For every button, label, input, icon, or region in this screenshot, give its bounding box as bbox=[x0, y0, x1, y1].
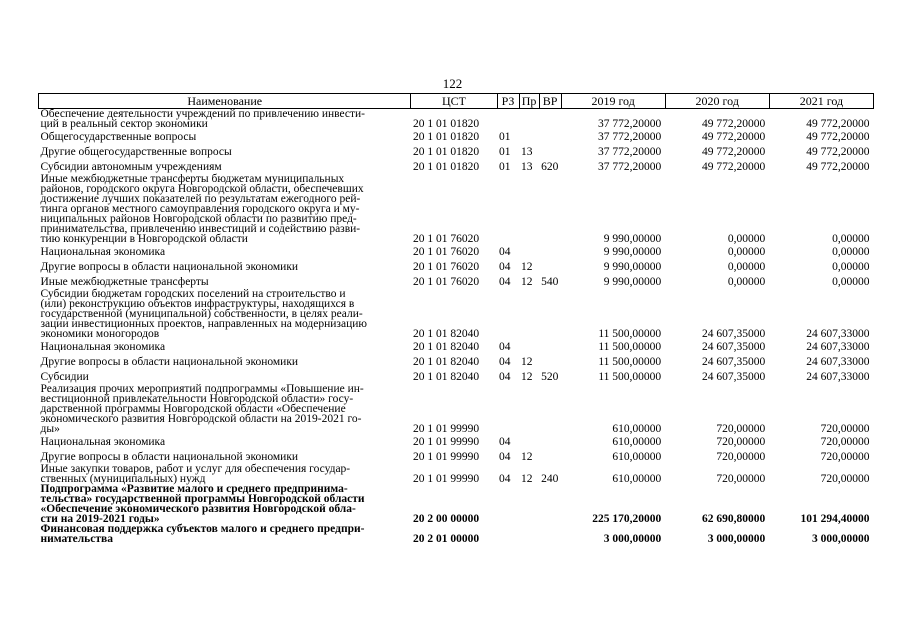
row-y2021: 0,00000 bbox=[832, 260, 870, 273]
table-row bbox=[39, 449, 874, 464]
row-y2021: 0,00000 bbox=[832, 233, 870, 245]
row-y2019: 37 772,20000 bbox=[597, 118, 662, 130]
row-y2021: 49 772,20000 bbox=[806, 145, 870, 158]
row-vr bbox=[539, 484, 561, 524]
row-name-line: Иные межбюджетные трансферты бюджетам муниципальных bbox=[40, 173, 345, 185]
row-name-line: Другие общегосударственные вопросы bbox=[40, 145, 232, 158]
row-cst: 20 1 01 99990 bbox=[412, 450, 480, 463]
row-pr bbox=[519, 434, 539, 449]
row-pr: 12 bbox=[521, 275, 533, 288]
row-y2021: 720,00000 bbox=[820, 423, 870, 435]
row-rz: 04 bbox=[499, 370, 511, 383]
row-pr bbox=[519, 174, 539, 244]
row-y2020: 0,00000 bbox=[727, 233, 766, 245]
row-name-line: Другие вопросы в области национальной экономики bbox=[40, 450, 299, 463]
row-cst: 20 1 01 82040 bbox=[412, 328, 480, 340]
row-name-line: ды» bbox=[40, 423, 60, 435]
row-y2020: 49 772,20000 bbox=[702, 130, 766, 143]
row-y2021: 24 607,33000 bbox=[806, 328, 870, 340]
row-pr bbox=[519, 129, 539, 144]
row-y2020: 24 607,35000 bbox=[702, 328, 766, 340]
row-name bbox=[39, 259, 411, 274]
row-pr bbox=[519, 109, 539, 130]
row-rz bbox=[497, 384, 519, 434]
row-vr bbox=[539, 524, 561, 544]
row-name-line: Субсидии бюджетам городских поселений на строительство и bbox=[40, 288, 346, 300]
row-y2019: 225 170,20000 bbox=[592, 513, 662, 525]
row-name-line: ниципальных районов Новгородской области по развитию пред- bbox=[40, 213, 357, 225]
row-name-line: государственной (муниципальной) собственности, в целях реали- bbox=[40, 308, 363, 320]
row-y2020: 720,00000 bbox=[716, 450, 766, 463]
row-y2021: 0,00000 bbox=[832, 245, 870, 258]
row-name-line: тинга органов местного самоуправления городского округа и му- bbox=[40, 203, 360, 215]
header-2019: 2019 год bbox=[561, 94, 665, 109]
row-y2019: 37 772,20000 bbox=[597, 145, 662, 158]
row-rz bbox=[497, 524, 519, 544]
row-vr bbox=[539, 129, 561, 144]
row-pr: 12 bbox=[521, 473, 533, 485]
row-name bbox=[39, 464, 411, 484]
row-cst: 20 1 01 01820 bbox=[412, 160, 480, 173]
row-name-line: ций в реальный сектор экономики bbox=[40, 118, 208, 130]
row-y2019: 37 772,20000 bbox=[597, 160, 662, 173]
table-row bbox=[39, 354, 874, 369]
row-name bbox=[39, 434, 411, 449]
header-cst: ЦСТ bbox=[411, 94, 497, 109]
row-y2021: 720,00000 bbox=[820, 450, 870, 463]
row-name bbox=[39, 144, 411, 159]
row-name-line: экономики моногородов bbox=[40, 328, 160, 340]
row-vr bbox=[539, 339, 561, 354]
row-pr: 13 bbox=[521, 145, 533, 158]
row-name-line: Обеспечение деятельности учреждений по привлечению инвести- bbox=[40, 108, 365, 120]
row-y2021: 49 772,20000 bbox=[806, 160, 870, 173]
row-rz: 04 bbox=[499, 245, 511, 258]
header-2020: 2020 год bbox=[665, 94, 769, 109]
row-name bbox=[39, 174, 411, 244]
row-rz: 01 bbox=[499, 145, 511, 158]
row-rz: 01 bbox=[499, 130, 511, 143]
row-name-line: Финансовая поддержка субъектов малого и среднего предпри- bbox=[40, 523, 365, 535]
row-y2020: 24 607,35000 bbox=[702, 355, 766, 368]
row-cst: 20 1 01 01820 bbox=[412, 145, 480, 158]
row-y2020: 3 000,00000 bbox=[707, 533, 766, 545]
table-row bbox=[39, 274, 874, 289]
row-name-line: дарственной программы Новгородской области «Обеспечение bbox=[40, 403, 346, 415]
row-name bbox=[39, 274, 411, 289]
row-name-line: Иные закупки товаров, работ и услуг для обеспечения государ- bbox=[40, 463, 351, 475]
row-rz bbox=[497, 484, 519, 524]
table-row bbox=[39, 369, 874, 384]
row-y2020: 49 772,20000 bbox=[702, 145, 766, 158]
row-name-line: «Обеспечение экономического развития Новгородской обла- bbox=[40, 503, 356, 515]
row-vr bbox=[539, 259, 561, 274]
row-name-line: Национальная экономика bbox=[40, 340, 166, 353]
row-rz bbox=[497, 289, 519, 339]
row-y2020: 720,00000 bbox=[716, 423, 766, 435]
row-cst: 20 1 01 01820 bbox=[412, 130, 480, 143]
row-rz: 01 bbox=[499, 160, 511, 173]
row-rz bbox=[497, 109, 519, 130]
table-row bbox=[39, 259, 874, 274]
row-pr bbox=[519, 524, 539, 544]
table-row bbox=[39, 524, 874, 544]
row-name bbox=[39, 524, 411, 544]
row-name-line: Национальная экономика bbox=[40, 245, 166, 258]
header-rz: РЗ bbox=[497, 94, 519, 109]
header-vr: ВР bbox=[539, 94, 561, 109]
row-pr bbox=[519, 289, 539, 339]
row-y2021: 49 772,20000 bbox=[806, 130, 870, 143]
row-name-line: сти на 2019-2021 годы» bbox=[40, 513, 160, 525]
row-y2020: 0,00000 bbox=[727, 245, 766, 258]
row-name-line: (или) реконструкцию объектов инфраструктуры, находящихся в bbox=[40, 298, 355, 310]
row-y2021: 24 607,33000 bbox=[806, 355, 870, 368]
row-y2020: 720,00000 bbox=[716, 435, 766, 448]
row-rz: 04 bbox=[499, 275, 511, 288]
row-vr bbox=[539, 434, 561, 449]
row-cst: 20 1 01 01820 bbox=[412, 118, 480, 130]
row-name bbox=[39, 339, 411, 354]
row-pr: 12 bbox=[521, 355, 533, 368]
table-row bbox=[39, 144, 874, 159]
row-rz: 04 bbox=[499, 355, 511, 368]
row-pr bbox=[519, 244, 539, 259]
row-y2020: 0,00000 bbox=[727, 275, 766, 288]
row-cst: 20 1 01 76020 bbox=[412, 260, 480, 273]
row-name-line: Подпрограмма «Развитие малого и среднего предпринима- bbox=[40, 483, 348, 495]
row-vr bbox=[539, 384, 561, 434]
row-vr: 620 bbox=[541, 160, 559, 173]
row-pr: 12 bbox=[521, 370, 533, 383]
budget-table bbox=[38, 93, 874, 544]
row-name bbox=[39, 449, 411, 464]
page-number: 122 bbox=[442, 76, 463, 91]
row-name bbox=[39, 129, 411, 144]
table-row bbox=[39, 289, 874, 339]
row-y2019: 610,00000 bbox=[612, 423, 662, 435]
row-y2020: 0,00000 bbox=[727, 260, 766, 273]
table-row bbox=[39, 339, 874, 354]
row-y2019: 9 990,00000 bbox=[603, 245, 662, 258]
row-vr bbox=[539, 174, 561, 244]
row-name bbox=[39, 369, 411, 384]
row-name bbox=[39, 484, 411, 524]
row-pr: 12 bbox=[521, 260, 533, 273]
row-y2021: 24 607,33000 bbox=[806, 340, 870, 353]
row-vr bbox=[539, 244, 561, 259]
row-name-line: ственных (муниципальных) нужд bbox=[40, 473, 206, 485]
row-name bbox=[39, 244, 411, 259]
row-y2020: 62 690,80000 bbox=[702, 513, 766, 525]
table-row bbox=[39, 464, 874, 484]
row-y2019: 11 500,00000 bbox=[598, 355, 662, 368]
row-vr bbox=[539, 449, 561, 464]
row-name-line: Другие вопросы в области национальной экономики bbox=[40, 260, 299, 273]
row-name-line: зации инвестиционных проектов, направленных на модернизацию bbox=[40, 318, 367, 330]
header-2021: 2021 год bbox=[769, 94, 873, 109]
row-pr bbox=[519, 339, 539, 354]
row-name-line: Другие вопросы в области национальной экономики bbox=[40, 355, 299, 368]
row-y2021: 49 772,20000 bbox=[806, 118, 870, 130]
header-name: Наименование bbox=[39, 94, 411, 109]
row-cst: 20 1 01 99990 bbox=[412, 435, 480, 448]
row-y2021: 0,00000 bbox=[832, 275, 870, 288]
row-pr: 13 bbox=[521, 160, 533, 173]
row-y2020: 720,00000 bbox=[716, 473, 766, 485]
row-name-line: тельства» государственной программы Новгородской области bbox=[40, 493, 365, 505]
row-y2019: 610,00000 bbox=[612, 435, 662, 448]
row-name-line: районов, городского округа Новгородской области, обеспечевших bbox=[40, 183, 364, 195]
row-y2019: 11 500,00000 bbox=[598, 370, 662, 383]
row-name-line: Общегосударственные вопросы bbox=[40, 130, 197, 143]
row-rz: 04 bbox=[499, 435, 511, 448]
table-body bbox=[39, 109, 874, 545]
row-rz: 04 bbox=[499, 450, 511, 463]
table-row bbox=[39, 384, 874, 434]
row-vr bbox=[539, 289, 561, 339]
row-y2020: 24 607,35000 bbox=[702, 370, 766, 383]
row-y2019: 11 500,00000 bbox=[598, 328, 662, 340]
row-name-line: Иные межбюджетные трансферты bbox=[40, 275, 209, 288]
row-pr: 12 bbox=[521, 450, 533, 463]
row-cst: 20 1 01 76020 bbox=[412, 275, 480, 288]
row-name bbox=[39, 354, 411, 369]
row-cst: 20 1 01 76020 bbox=[412, 245, 480, 258]
row-cst: 20 1 01 82040 bbox=[412, 355, 480, 368]
row-y2021: 720,00000 bbox=[820, 435, 870, 448]
row-name-line: нимательства bbox=[40, 533, 113, 545]
row-name-line: экономического развития Новгородской области на 2019-2021 го- bbox=[40, 413, 362, 425]
row-vr: 520 bbox=[541, 370, 559, 383]
row-pr bbox=[519, 484, 539, 524]
row-cst: 20 1 01 76020 bbox=[412, 233, 480, 245]
row-name bbox=[39, 159, 411, 174]
row-name bbox=[39, 289, 411, 339]
row-name-line: достижение лучших показателей по результатам ежегодного рей- bbox=[40, 193, 361, 205]
row-pr bbox=[519, 384, 539, 434]
row-name-line: Субсидии автономным учреждениям bbox=[40, 160, 222, 173]
row-cst: 20 2 00 00000 bbox=[412, 513, 480, 525]
row-y2019: 9 990,00000 bbox=[603, 275, 662, 288]
row-y2019: 610,00000 bbox=[612, 450, 662, 463]
row-cst: 20 1 01 82040 bbox=[412, 370, 480, 383]
row-cst: 20 1 01 82040 bbox=[412, 340, 480, 353]
table-row bbox=[39, 129, 874, 144]
row-rz: 04 bbox=[499, 473, 511, 485]
row-name bbox=[39, 384, 411, 434]
row-y2019: 9 990,00000 bbox=[603, 260, 662, 273]
row-rz bbox=[497, 174, 519, 244]
row-y2019: 37 772,20000 bbox=[597, 130, 662, 143]
row-name-line: Субсидии bbox=[40, 370, 89, 383]
row-y2021: 720,00000 bbox=[820, 473, 870, 485]
row-name bbox=[39, 109, 411, 130]
row-cst: 20 2 01 00000 bbox=[412, 533, 480, 545]
row-rz: 04 bbox=[499, 260, 511, 273]
row-name-line: тию конкуренции в Новгородской области bbox=[40, 233, 248, 245]
row-cst: 20 1 01 99990 bbox=[412, 473, 480, 485]
row-y2019: 610,00000 bbox=[612, 473, 662, 485]
table-row bbox=[39, 159, 874, 174]
row-y2020: 24 607,35000 bbox=[702, 340, 766, 353]
row-cst: 20 1 01 99990 bbox=[412, 423, 480, 435]
table-row bbox=[39, 174, 874, 244]
table-header bbox=[39, 94, 874, 109]
row-y2019: 9 990,00000 bbox=[603, 233, 662, 245]
row-y2021: 24 607,33000 bbox=[806, 370, 870, 383]
row-rz: 04 bbox=[499, 340, 511, 353]
row-y2019: 3 000,00000 bbox=[603, 533, 662, 545]
row-name-line: Национальная экономика bbox=[40, 435, 166, 448]
row-vr bbox=[539, 144, 561, 159]
row-vr: 540 bbox=[541, 275, 559, 288]
row-vr bbox=[539, 354, 561, 369]
table-row bbox=[39, 244, 874, 259]
header-pr: Пр bbox=[519, 94, 539, 109]
row-name-line: вестиционной привлекательности Новгородской области» госу- bbox=[40, 393, 354, 405]
row-name-line: Реализация прочих мероприятий подпрограммы «Повышение ин- bbox=[40, 383, 364, 395]
row-y2020: 49 772,20000 bbox=[702, 160, 766, 173]
row-y2019: 11 500,00000 bbox=[598, 340, 662, 353]
row-vr: 240 bbox=[541, 473, 559, 485]
row-vr bbox=[539, 109, 561, 130]
row-y2021: 101 294,40000 bbox=[800, 513, 870, 525]
row-y2021: 3 000,00000 bbox=[812, 533, 870, 545]
table-row bbox=[39, 109, 874, 130]
row-name-line: принимательства, привлечению инвестиций и содействию разви- bbox=[40, 223, 361, 235]
table-row bbox=[39, 434, 874, 449]
table-row bbox=[39, 484, 874, 524]
row-y2020: 49 772,20000 bbox=[702, 118, 766, 130]
